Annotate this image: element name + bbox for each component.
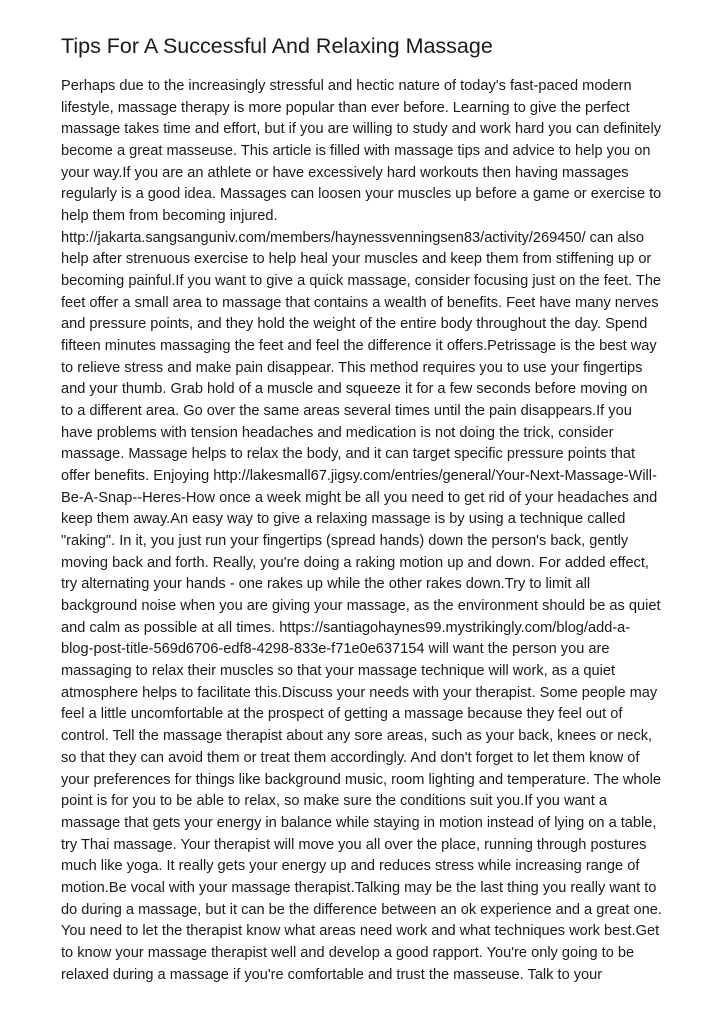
- text-line: regularly is a good idea. Massages can loosen your muscles up before a game or exercise to: [61, 186, 662, 203]
- text-line: try Thai massage. Your therapist will move you all over the place, running through postures: [61, 836, 647, 853]
- text-line: background noise when you are giving your massage, as the environment should be as quiet: [61, 598, 661, 615]
- text-line: to relieve stress and make pain disappear. This method requires you to use your fingertips: [61, 359, 643, 376]
- text-line: keep them away.An easy way to give a relaxing massage is by using a technique called: [61, 511, 626, 528]
- text-line: offer benefits. Enjoying http://lakesmall67.jigsy.com/entries/general/Your-Next-Massage-Will-: [61, 468, 657, 485]
- page-title: Tips For A Successful And Relaxing Massage: [61, 34, 493, 58]
- text-line: atmosphere helps to facilitate this.Discuss your needs with your therapist. Some people may: [61, 684, 658, 701]
- text-line: motion.Be vocal with your massage therapist.Talking may be the last thing you really want to: [61, 879, 657, 896]
- text-line: so that they can avoid them or treat them accordingly. And don't forget to let them know of: [61, 749, 640, 766]
- text-line: to a different area. Go over the same areas several times until the pain disappears.If you: [61, 403, 632, 420]
- text-line: and pressure points, and they hold the weight of the entire body throughout the day. Spend: [61, 316, 648, 333]
- text-line: much like yoga. It really gets your energy up and reduces stress while increasing range of: [61, 858, 640, 875]
- text-line: your preferences for things like background music, room lighting and temperature. The whole: [61, 771, 662, 788]
- text-line: http://jakarta.sangsanguniv.com/members/haynessvenningsen83/activity/269450/ can also: [61, 229, 645, 246]
- text-line: become a great masseuse. This article is filled with massage tips and advice to help you on: [61, 143, 651, 160]
- text-line: control. Tell the massage therapist about any sore areas, such as your back, knees or neck,: [61, 728, 653, 745]
- text-line: massage that gets your energy in balance while staying in motion instead of lying on a table,: [61, 814, 657, 831]
- text-line: blog-post-title-569d6706-edf8-4298-833e-f71e0e637154 will want the person you are: [61, 641, 610, 658]
- text-line: point is for you to be able to relax, so make sure the conditions suit you.If you want a: [61, 793, 607, 810]
- text-line: and your thumb. Grab hold of a muscle and squeeze it for a few seconds before moving on: [61, 381, 648, 398]
- text-line: and calm as possible at all times. https://santiagohaynes99.mystrikingly.com/blog/add-a-: [61, 619, 631, 636]
- text-line: feel a little uncomfortable at the prospect of getting a massage because they feel out of: [61, 706, 623, 723]
- text-line: Be-A-Snap--Heres-How once a week might be all you need to get rid of your headaches and: [61, 489, 658, 506]
- text-line: You need to let the therapist know what areas need work and what techniques work best.Get: [61, 923, 660, 940]
- text-line: "raking". In it, you just run your fingertips (spread hands) down the person's back, gently: [61, 533, 629, 550]
- text-line: relaxed during a massage if you're comfortable and trust the masseuse. Talk to your: [61, 966, 603, 983]
- text-line: help after strenuous exercise to help heal your muscles and keep them from stiffening up or: [61, 251, 652, 268]
- text-line: to know your massage therapist well and develop a good rapport. You're only going to be: [61, 944, 635, 961]
- text-line: fifteen minutes massaging the feet and feel the difference it offers.Petrissage is the best way: [61, 338, 657, 355]
- text-line: help them from becoming injured.: [61, 208, 278, 225]
- text-line: moving back and forth. Really, you're doing a raking motion up and down. For added effect,: [61, 554, 649, 571]
- text-line: do during a massage, but it can be the difference between an ok experience and a great one.: [61, 901, 662, 918]
- text-line: massage takes time and effort, but if you are willing to study and work hard you can definitely: [61, 121, 662, 138]
- text-line: becoming painful.If you want to give a quick massage, consider focusing just on the feet. The: [61, 273, 662, 290]
- text-line: Perhaps due to the increasingly stressful and hectic nature of today's fast-paced modern: [61, 78, 632, 94]
- text-line: massaging to relax their muscles so that your massage technique will work, as a quiet: [61, 663, 616, 680]
- text-line: lifestyle, massage therapy is more popular than ever before. Learning to give the perfect: [61, 99, 630, 116]
- text-line: your way.If you are an athlete or have excessively hard workouts then having massages: [61, 164, 629, 181]
- text-line: massage. Massage helps to relax the body, and it can target specific pressure points that: [61, 446, 636, 463]
- text-line: feet offer a small area to massage that contains a wealth of benefits. Feet have many nerves: [61, 294, 659, 311]
- text-line: have problems with tension headaches and medication is not doing the trick, consider: [61, 424, 614, 441]
- text-line: try alternating your hands - one rakes up while the other rakes down.Try to limit all: [61, 576, 591, 593]
- article-body: [61, 76, 681, 986]
